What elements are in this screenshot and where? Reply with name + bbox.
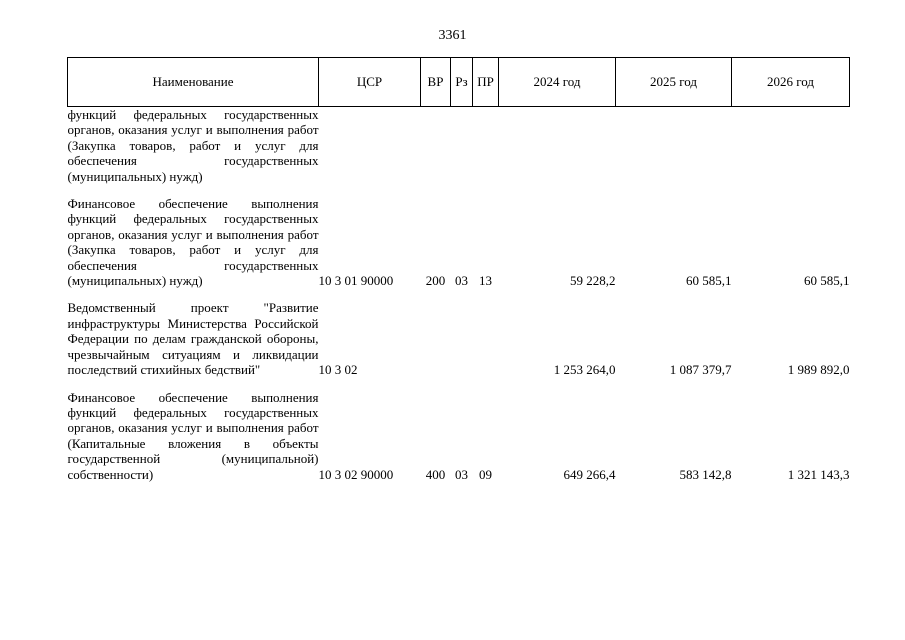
row-csr: 10 3 02 <box>318 362 358 378</box>
row-rz: 03 <box>455 273 468 289</box>
row-2025 <box>616 107 732 185</box>
table-row <box>68 196 850 288</box>
header-pr: ПР <box>473 58 499 107</box>
header-name: Наименование <box>68 58 319 107</box>
row-2026 <box>732 107 850 185</box>
row-2026: 1 321 143,3 <box>787 466 850 482</box>
table-row <box>68 107 850 185</box>
table-header <box>68 58 850 107</box>
header-rz: Рз <box>451 58 473 107</box>
table-row <box>68 300 850 377</box>
row-name: Ведомственный проект "Развитие инфраструктуры Министерства Российской Федерации по делам гражданской обороны, чрезвычайным ситуациям и ликвидации последствий стихийных бедствий" <box>67 300 319 378</box>
row-pr <box>473 300 499 377</box>
row-2025: 1 087 379,7 <box>669 362 732 378</box>
header-2026: 2026 год <box>732 58 850 107</box>
row-2026: 1 989 892,0 <box>787 362 850 378</box>
row-pr <box>473 107 499 185</box>
row-2024 <box>499 107 616 185</box>
row-csr <box>319 107 421 185</box>
header-csr: ЦСР <box>319 58 421 107</box>
header-2025: 2025 год <box>616 58 732 107</box>
row-csr: 10 3 02 90000 <box>318 466 394 482</box>
row-name: Финансовое обеспечение выполнения функций федеральных государственных органов, оказания услуг и выполнения работ (Закупка товаров, работ и услуг для обеспечения государственных (муниципальных) нужд) <box>67 196 319 289</box>
row-name: Финансовое обеспечение выполнения функций федеральных государственных органов, оказания услуг и выполнения работ (Капитальные вложения в объекты государственной (муниципальной) собственности) <box>67 389 319 482</box>
row-vr <box>421 300 451 377</box>
row-2025: 583 142,8 <box>679 466 732 482</box>
header-2024: 2024 год <box>499 58 616 107</box>
row-pr: 13 <box>479 273 492 289</box>
row-2026: 60 585,1 <box>804 273 850 289</box>
row-rz <box>451 107 473 185</box>
row-vr <box>421 107 451 185</box>
row-vr: 200 <box>425 273 446 289</box>
page-number: 3361 <box>438 28 467 43</box>
row-rz <box>451 300 473 377</box>
row-name: функций федеральных государственных органов, оказания услуг и выполнения работ (Закупка товаров, работ и услуг для обеспечения государственных (муниципальных) нужд) <box>67 107 319 184</box>
table-row <box>68 390 850 482</box>
row-2025: 60 585,1 <box>686 273 732 289</box>
row-pr: 09 <box>479 466 492 482</box>
budget-table <box>67 57 850 482</box>
row-vr: 400 <box>425 466 446 482</box>
row-rz: 03 <box>455 466 468 482</box>
header-vr: ВР <box>421 58 451 107</box>
row-2024: 649 266,4 <box>563 466 616 482</box>
row-2024: 1 253 264,0 <box>553 362 616 378</box>
row-2024: 59 228,2 <box>570 273 616 289</box>
row-csr: 10 3 01 90000 <box>318 273 394 289</box>
